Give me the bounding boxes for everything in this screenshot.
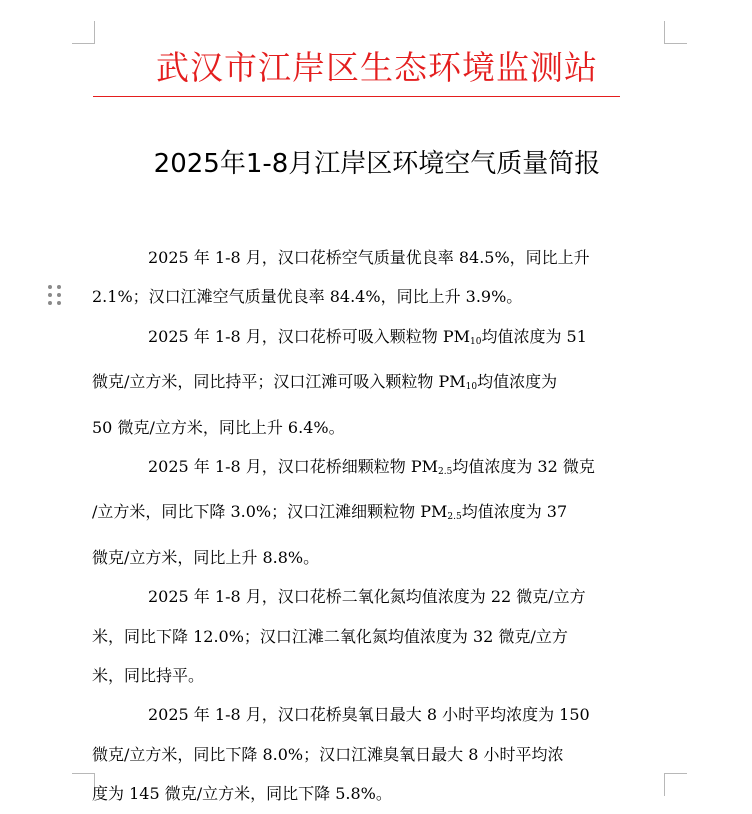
- text-line: 米，同比下降 12.0%；汉口江滩二氧化氮均值浓度为 32 微克/立方: [92, 626, 568, 646]
- page-corner-mark-top-right: [664, 21, 687, 44]
- text-line: 微克/立方米，同比上升 8.8%。: [92, 547, 320, 567]
- text-line: 2025 年 1-8 月，汉口花桥空气质量优良率 84.5%，同比上升: [148, 248, 590, 267]
- paragraph-aqi: [92, 238, 664, 317]
- header-red-rule: [93, 96, 620, 97]
- text-line: 米，同比持平。: [92, 666, 205, 686]
- text-line: /立方米，同比下降 3.0%；汉口江滩细颗粒物 $PM_{2.5}$均值浓度为 37: [92, 502, 568, 523]
- text-line: 50 微克/立方米，同比上升 6.4%。: [92, 417, 345, 437]
- text-line: 微克/立方米，同比持平；汉口江滩可吸入颗粒物 $PM_{10}$均值浓度为: [92, 372, 558, 393]
- paragraph-pm25: [92, 447, 664, 577]
- text-line: 度为 145 微克/立方米，同比下降 5.8%。: [92, 784, 392, 804]
- paragraph-pm10: [92, 317, 664, 447]
- text-line: 2025 年 1-8 月，汉口花桥臭氧日最大 8 小时平均浓度为 150: [148, 705, 590, 725]
- text-line: 2025 年 1-8 月，汉口花桥二氧化氮均值浓度为 22 微克/立方: [148, 587, 586, 607]
- document-title: 2025年1-8月江岸区环境空气质量简报: [153, 149, 601, 179]
- page-corner-mark-bottom-right: [664, 773, 687, 796]
- text-line: 2025 年 1-8 月，汉口花桥细颗粒物 $PM_{2.5}$均值浓度为 32 微克: [148, 457, 595, 478]
- paragraph-o3: [92, 695, 664, 813]
- text-line: 2025 年 1-8 月，汉口花桥可吸入颗粒物 $PM_{10}$均值浓度为 51: [148, 326, 587, 347]
- org-name-header: 武汉市江岸区生态环境监测站: [156, 48, 598, 87]
- drag-handle-icon[interactable]: [48, 285, 62, 305]
- text-line: 2.1%；汉口江滩空气质量优良率 84.4%，同比上升 3.9%。: [92, 287, 523, 307]
- paragraph-no2: [92, 577, 664, 695]
- document-body[interactable]: [92, 238, 664, 814]
- page-corner-mark-top-left: [72, 21, 95, 44]
- text-line: 微克/立方米，同比下降 8.0%；汉口江滩臭氧日最大 8 小时平均浓: [92, 744, 564, 764]
